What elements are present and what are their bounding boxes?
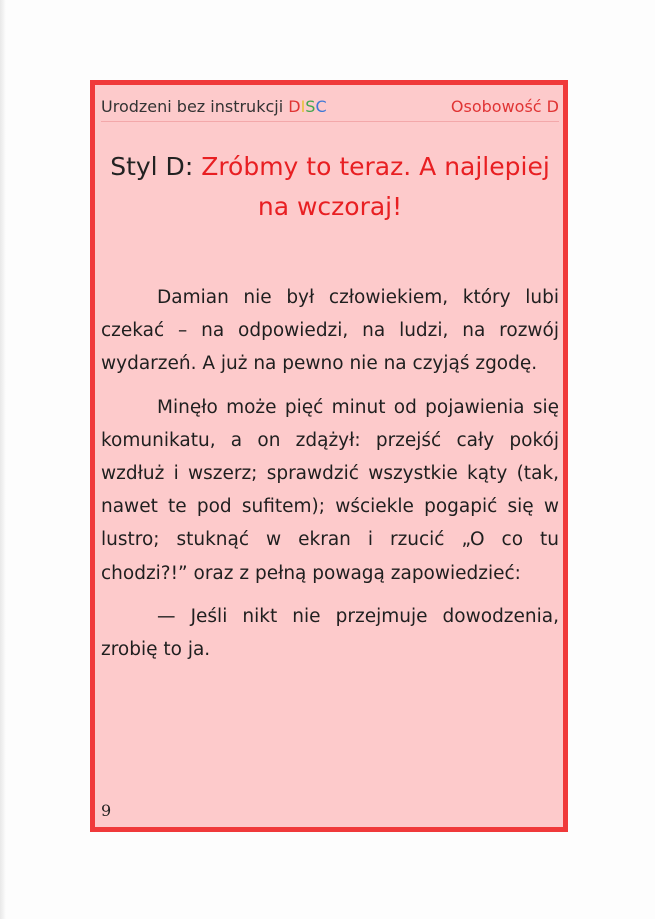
disc-letter-s: S xyxy=(305,97,316,116)
content-frame xyxy=(90,80,568,832)
disc-letter-i: I xyxy=(300,97,306,116)
page-edge-shadow xyxy=(0,0,6,919)
chapter-heading xyxy=(101,147,559,227)
disc-letter-c: C xyxy=(315,97,327,116)
heading-accent: Zróbmy to teraz. A najlepiej na wczoraj! xyxy=(201,152,550,221)
header-section-title: Osobowość D xyxy=(450,97,559,116)
book-title-text: Urodzeni bez instrukcji xyxy=(101,97,289,116)
paragraph: Minęło może pięć minut od pojawienia się komunikatu, a on zdążył: przejść cały pokój wzdłuż i wszerz; sprawdzić wszystkie kąty (tak, nawet te pod sufitem); wściekle pogapić się w lustro; stuknąć w ekran i rzucić „O co tu chodzi?!” oraz z pełną powagą zapowiedzieć: xyxy=(101,396,559,584)
paragraph: Damian nie był człowiekiem, który lubi czekać – na odpowiedzi, na ludzi, na rozwój wydarzeń. A już na pewno nie na czyjąś zgodę. xyxy=(101,287,559,375)
heading-prefix: Styl D: xyxy=(110,152,202,181)
disc-letter-d: D xyxy=(288,97,301,116)
paragraph: — Jeśli nikt nie przejmuje dowodzenia, zrobię to ja. xyxy=(101,605,559,661)
body-text xyxy=(101,281,559,676)
header-book-title xyxy=(101,97,327,116)
page-number: 9 xyxy=(101,801,112,820)
running-header xyxy=(101,95,559,122)
